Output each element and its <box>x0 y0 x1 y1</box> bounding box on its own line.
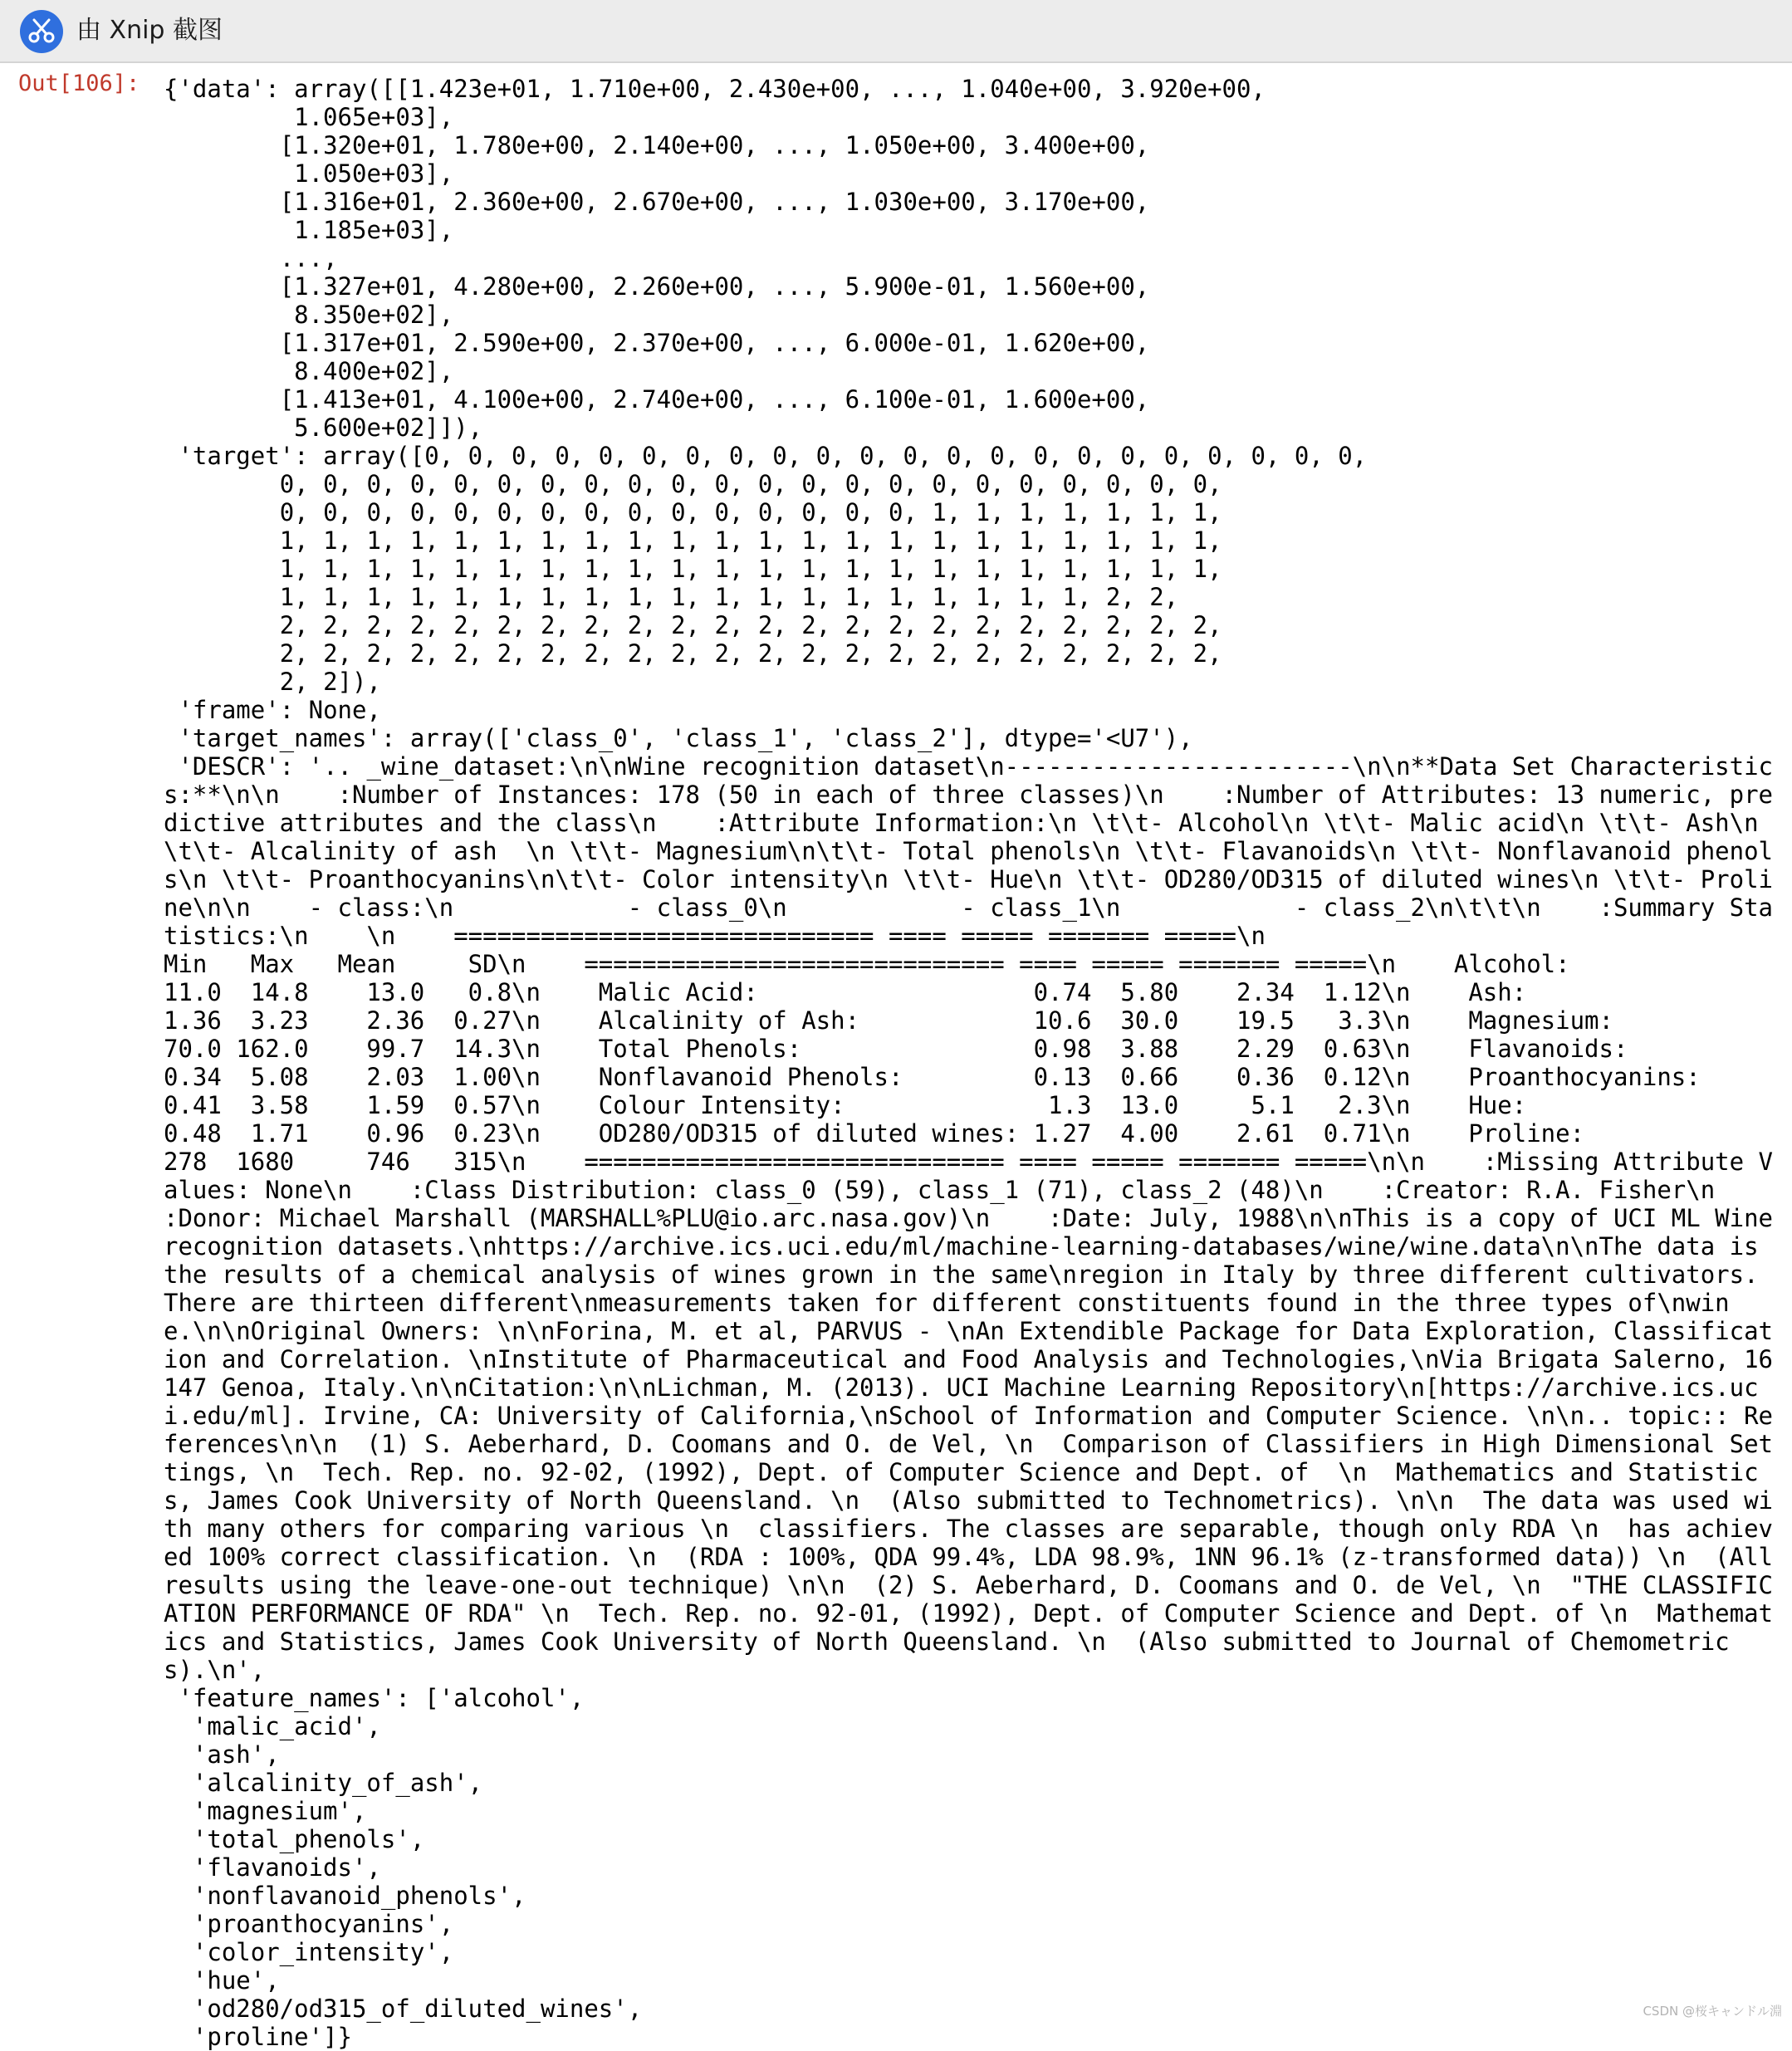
xnip-scissors-icon[interactable] <box>20 10 63 53</box>
output-text: {'data': array([[1.423e+01, 1.710e+00, 2.430e+00, ..., 1.040e+00, 3.920e+00, 1.065e+03], [1.320e+01, 1.780e+00, 2.140e+00, ..., 1.050e+00, 3.400e+00, 1.050e+03], [1.316e+01, 2.360e+00, 2.670e+00, ..., 1.030e+00, 3.170e+00, 1.185e+03], ..., [1.327e+01, 4.280e+00, 2.260e+00, ..., 5.900e-01, 1.560e+00, 8.350e+02], [1.317e+01, 2.590e+00, 2.370e+00, ..., 6.000e-01, 1.620e+00, 8.400e+02], [1.413e+01, 4.100e+00, 2.740e+00, ..., 6.100e-01, 1.600e+00, 5.600e+02]]), 'target': array([0, 0, 0, 0, 0, 0, 0, 0, 0, 0, 0, 0, 0, 0, 0, 0, 0, 0, 0, 0, 0, 0, 0, 0, 0, 0, 0, 0, 0, 0, 0, 0, 0, 0, 0, 0, 0, 0, 0, 0, 0, 0, 0, 0, 0, 0, 0, 0, 0, 0, 0, 0, 0, 0, 0, 0, 0, 0, 0, 1, 1, 1, 1, 1, 1, 1, 1, 1, 1, 1, 1, 1, 1, 1, 1, 1, 1, 1, 1, 1, 1, 1, 1, 1, 1, 1, 1, 1, 1, 1, 1, 1, 1, 1, 1, 1, 1, 1, 1, 1, 1, 1, 1, 1, 1, 1, 1, 1, 1, 1, 1, 1, 1, 1, 1, 1, 1, 1, 1, 1, 1, 1, 1, 1, 1, 1, 1, 1, 1, 2, 2, 2, 2, 2, 2, 2, 2, 2, 2, 2, 2, 2, 2, 2, 2, 2, 2, 2, 2, 2, 2, 2, 2, 2, 2, 2, 2, 2, 2, 2, 2, 2, 2, 2, 2, 2, 2, 2, 2, 2, 2, 2, 2, 2, 2, 2, 2]), 'frame': None, 'target_names': array(['class_0', 'class_1', 'class_2'], dtype='<U7'), 'DESCR': '.. _wine_dataset:\n\nWine recognition dataset\n------------------------\n\n**Data Set Characteristics:**\n\n :Number of Instances: 178 (50 in each of three classes)\n :Number of Attributes: 13 numeric, predictive attributes and the class\n :Attribute Information:\n \t\t- Alcohol\n \t\t- Malic acid\n \t\t- Ash\n\t\t- Alcalinity of ash \n \t\t- Magnesium\n\t\t- Total phenols\n \t\t- Flavanoids\n \t\t- Nonflavanoid phenols\n \t\t- Proanthocyanins\n\t\t- Color intensity\n \t\t- Hue\n \t\t- OD280/OD315 of diluted wines\n \t\t- Proline\n\n - class:\n - class_0\n - class_1\n - class_2\n\t\t\n :Summary Statistics:\n \n ============================= ==== ===== ======= =====\n Min Max Mean SD\n ============================= ==== ===== ======= =====\n Alcohol: 11.0 14.8 13.0 0.8\n Malic Acid: 0.74 5.80 2.34 1.12\n Ash: 1.36 3.23 2.36 0.27\n Alcalinity of Ash: 10.6 30.0 19.5 3.3\n Magnesium: 70.0 162.0 99.7 14.3\n Total Phenols: 0.98 3.88 2.29 0.63\n Flavanoids: 0.34 5.08 2.03 1.00\n Nonflavanoid Phenols: 0.13 0.66 0.36 0.12\n Proanthocyanins: 0.41 3.58 1.59 0.57\n Colour Intensity: 1.3 13.0 5.1 2.3\n Hue: 0.48 1.71 0.96 0.23\n OD280/OD315 of diluted wines: 1.27 4.00 2.61 0.71\n Proline: 278 1680 746 315\n ============================= ==== ===== ======= =====\n\n :Missing Attribute Values: None\n :Class Distribution: class_0 (59), class_1 (71), class_2 (48)\n :Creator: R.A. Fisher\n :Donor: Michael Marshall (MARSHALL%PLU@io.arc.nasa.gov)\n :Date: July, 1988\n\nThis is a copy of UCI ML Wine recognition datasets.\nhttps://archive.ics.uci.edu/ml/machine-learning-databases/wine/wine.data\n\nThe data is the results of a chemical analysis of wines grown in the same\nregion in Italy by three different cultivators. There are thirteen different\nmeasurements taken for different constituents found in the three types of\nwine.\n\nOriginal Owners: \n\nForina, M. et al, PARVUS - \nAn Extendible Package for Data Exploration, Classification and Correlation. \nInstitute of Pharmaceutical and Food Analysis and Technologies,\nVia Brigata Salerno, 16147 Genoa, Italy.\n\nCitation:\n\nLichman, M. (2013). UCI Machine Learning Repository\n[https://archive.ics.uci.edu/ml]. Irvine, CA: University of California,\nSchool of Information and Computer Science. \n\n.. topic:: References\n\n (1) S. Aeberhard, D. Coomans and O. de Vel, \n Comparison of Classifiers in High Dimensional Settings, \n Tech. Rep. no. 92-02, (1992), Dept. of Computer Science and Dept. of \n Mathematics and Statistics, James Cook University of North Queensland. \n (Also submitted to Technometrics). \n\n The data was used with many others for comparing various \n classifiers. The classes are separable, though only RDA \n has achieved 100% correct classification. \n (RDA : 100%, QDA 99.4%, LDA 98.9%, 1NN 96.1% (z-transformed data)) \n (All results using the leave-one-out technique) \n\n (2) S. Aeberhard, D. Coomans and O. de Vel, \n "THE CLASSIFICATION PERFORMANCE OF RDA" \n Tech. Rep. no. 92-01, (1992), Dept. of Computer Science and Dept. of \n Mathematics and Statistics, James Cook University of North Queensland. \n (Also submitted to Journal of Chemometrics).\n', 'feature_names': ['alcohol', 'malic_acid', 'ash', 'alcalinity_of_ash', 'magnesium', 'total_phenols', 'flavanoids', 'nonflavanoid_phenols', 'proanthocyanins', 'color_intensity', 'hue', 'od280/od315_of_diluted_wines', 'proline']} <box>164 75 1775 2051</box>
watermark: CSDN @桜キャンドル淵 <box>1643 2002 1782 2019</box>
output-prompt: Out[106]: <box>18 70 140 98</box>
title-bar <box>0 0 1792 63</box>
window-title: 由 Xnip 截图 <box>76 14 223 47</box>
